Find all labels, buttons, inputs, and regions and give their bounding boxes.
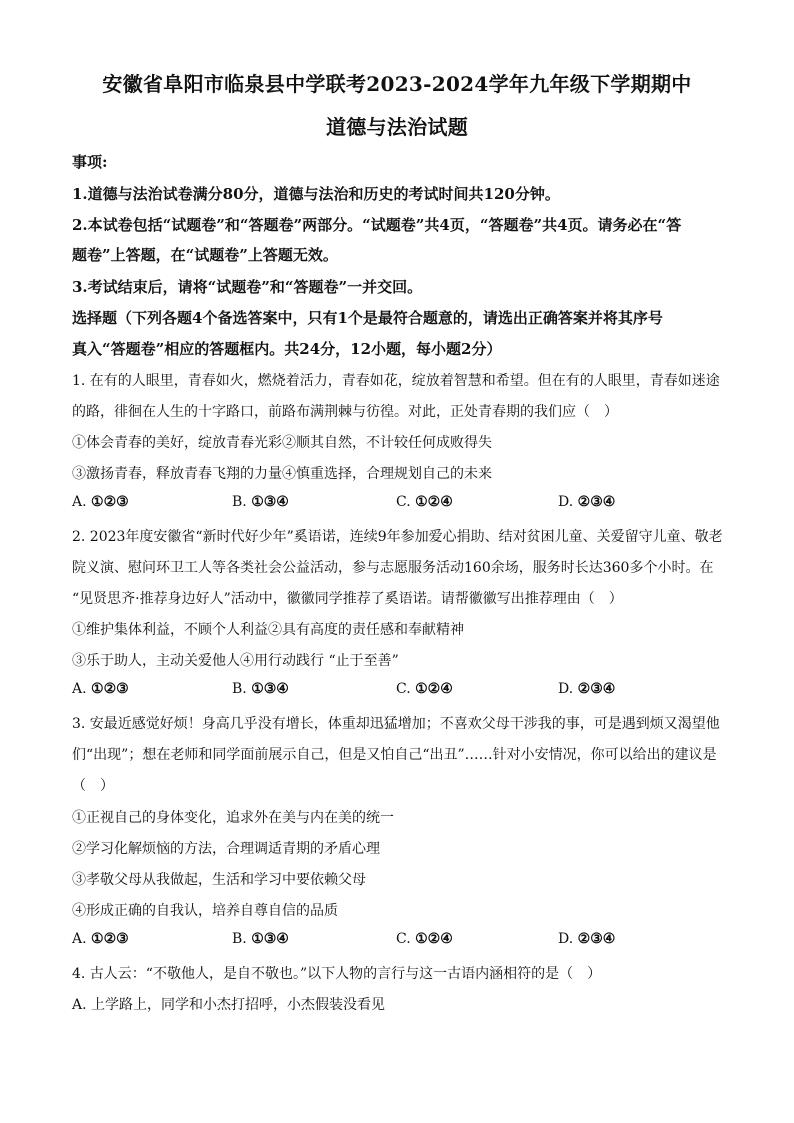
q3-stem-line-2: 们“出现”；想在老师和同学面前展示自己，但是又怕自己“出丑”……针对小安情况，你可以给出的建议是 [72, 747, 717, 763]
notice-heading: 事项: [72, 153, 108, 171]
q3-statement-1: ①正视自己的身体变化，追求外在美与内在美的统一 [72, 810, 394, 826]
q2-options [72, 681, 732, 703]
q1-statement-line-2: ③激扬青春，释放青春飞翔的力量④慎重选择，合理规划自己的未来 [72, 466, 492, 482]
q2-option-d[interactable]: D. ②③④ [558, 681, 616, 697]
notice-item-2-line-2: 题卷”上答题，在“试题卷”上答题无效。 [72, 246, 338, 264]
q2-option-a[interactable]: A. ①②③ [72, 681, 129, 697]
notice-item-3: 3.考试结束后，请将“试题卷”和“答题卷”一并交回。 [72, 278, 423, 296]
q4-stem-line-1: 4. 古人云：“不敬他人，是自不敬也。”以下人物的言行与这一古语内涵相符的是（ ） [72, 966, 602, 982]
q1-option-a[interactable]: A. ①②③ [72, 494, 129, 510]
q2-statement-line-2: ③乐于助人，主动关爱他人④用行动践行 “止于至善” [72, 653, 399, 669]
q2-stem-line-1: 2. 2023年度安徽省“新时代好少年”奚语诺，连续9年参加爱心捐助、结对贫困儿童、关爱留守儿童、敬老 [72, 529, 723, 545]
q1-statement-line-1: ①体会青春的美好，绽放青春光彩②顺其自然，不计较任何成败得失 [72, 435, 492, 451]
section-instruction-line-2: 真入“答题卷”相应的答题框内。共24分，12小题，每小题2分） [72, 340, 502, 358]
q2-stem-line-2: 院义演、慰问环卫工人等各类社会公益活动，参与志愿服务活动160余场，服务时长达360多个小时。在 [72, 560, 714, 576]
notice-item-1: 1.道德与法治试卷满分80分，道德与法治和历史的考试时间共120分钟。 [72, 185, 560, 203]
exam-title: 安徽省阜阳市临泉县中学联考2023-2024学年九年级下学期期中 [102, 72, 692, 96]
notice-item-2-line-1: 2.本试卷包括“试题卷”和“答题卷”两部分。“试题卷”共4页，“答题卷”共4页。请务必在“答 [72, 216, 682, 234]
q2-statement-line-1: ①维护集体利益，不顾个人利益②具有高度的责任感和奉献精神 [72, 622, 464, 638]
section-instruction-line-1: 选择题（下列各题4个备选答案中，只有1个是最符合题意的，请选出正确答案并将其序号 [72, 309, 663, 327]
q4-option-a[interactable]: A. 上学路上，同学和小杰打招呼，小杰假装没看见 [72, 997, 386, 1013]
q1-stem-line-2: 的路，徘徊在人生的十字路口，前路布满荆棘与彷徨。对此，正处青春期的我们应（ ） [72, 404, 618, 420]
q3-option-d[interactable]: D. ②③④ [558, 931, 616, 947]
q3-option-b[interactable]: B. ①③④ [232, 931, 289, 947]
q3-statement-2: ②学习化解烦恼的方法，合理调适青期的矛盾心理 [72, 841, 380, 857]
q3-option-c[interactable]: C. ①②④ [396, 931, 453, 947]
q3-stem-line-3: （ ） [72, 778, 114, 794]
q1-option-d[interactable]: D. ②③④ [558, 494, 616, 510]
q3-statement-4: ④形成正确的自我认，培养自尊自信的品质 [72, 903, 338, 919]
q2-stem-line-3: “见贤思齐·推荐身边好人”活动中，徽徽同学推荐了奚语诺。请帮徽徽写出推荐理由（ ） [72, 591, 623, 607]
q3-option-a[interactable]: A. ①②③ [72, 931, 129, 947]
q1-option-c[interactable]: C. ①②④ [396, 494, 453, 510]
q3-statement-3: ③孝敬父母从我做起，生活和学习中要依赖父母 [72, 872, 366, 888]
q1-stem-line-1: 1. 在有的人眼里，青春如火，燃烧着活力，青春如花，绽放着智慧和希望。但在有的人眼里，青春如迷途 [72, 373, 720, 389]
q2-option-c[interactable]: C. ①②④ [396, 681, 453, 697]
q2-option-b[interactable]: B. ①③④ [232, 681, 289, 697]
q3-options [72, 931, 732, 953]
q1-options [72, 494, 732, 516]
q3-stem-line-1: 3. 安最近感觉好烦！身高几乎没有增长，体重却迅猛增加；不喜欢父母干涉我的事，可是遇到烦又渴望他 [72, 716, 720, 732]
exam-subtitle: 道德与法治试题 [325, 115, 469, 139]
q1-option-b[interactable]: B. ①③④ [232, 494, 289, 510]
